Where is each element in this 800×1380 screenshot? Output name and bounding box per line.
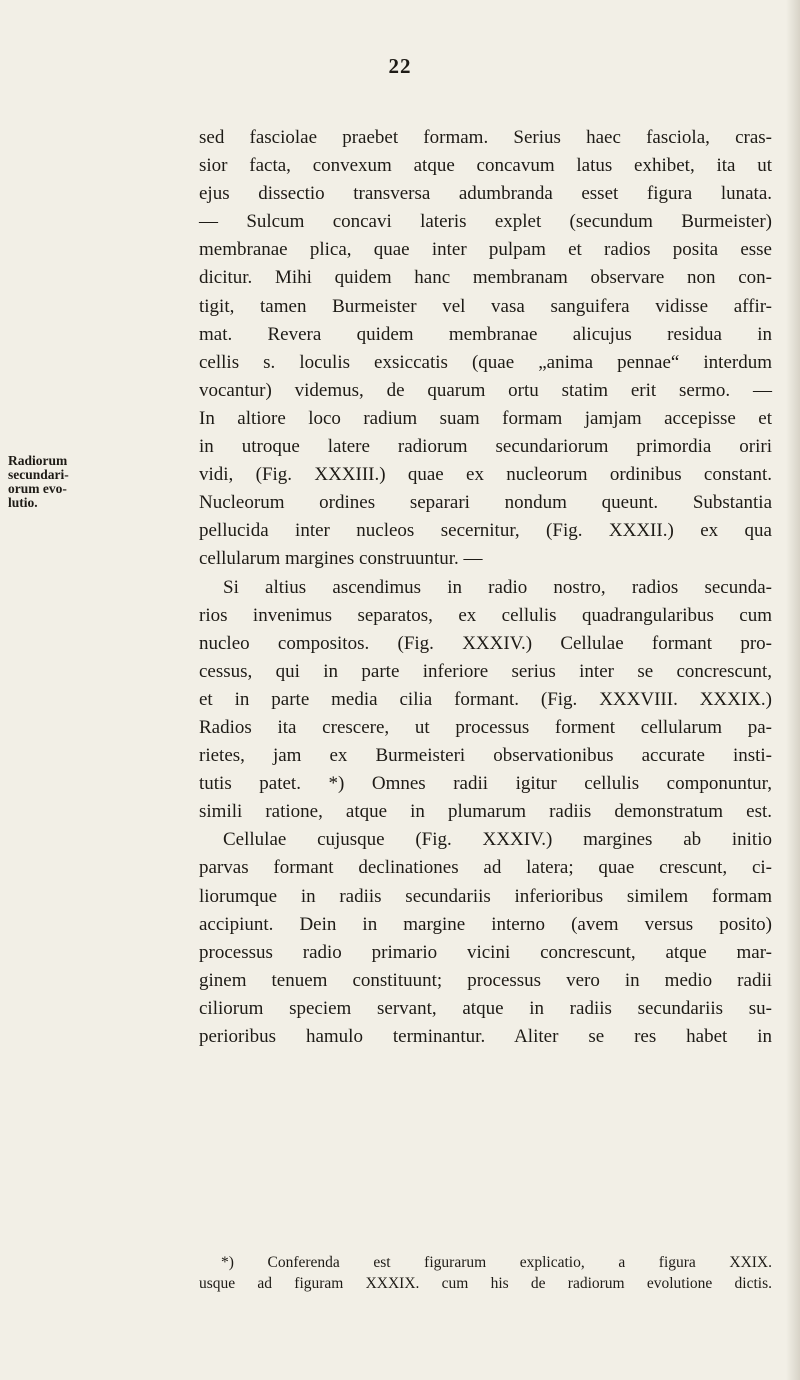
- footnote: [199, 1252, 772, 1294]
- body-line: ejus dissectio transversa adumbranda esset figura lunata.: [199, 183, 772, 205]
- body-line: ciliorum speciem servant, atque in radiis secundariis su-: [199, 997, 772, 1019]
- body-text: [199, 124, 772, 1051]
- body-line: dicitur. Mihi quidem hanc membranam observare non con-: [199, 267, 772, 289]
- body-line: parvas formant declinationes ad latera; quae crescunt, ci-: [199, 857, 772, 879]
- body-line: tutis patet. *) Omnes radii igitur cellulis componuntur,: [199, 773, 772, 795]
- body-line: mat. Revera quidem membranae alicujus residua in: [199, 323, 772, 345]
- body-line: vidi, (Fig. XXXIII.) quae ex nucleorum ordinibus constant.: [199, 464, 772, 486]
- body-line: perioribus hamulo terminantur. Aliter se res habet in: [199, 1026, 772, 1047]
- body-line: in utroque latere radiorum secundariorum primordia oriri: [199, 436, 772, 458]
- body-line: liorumque in radiis secundariis inferioribus similem formam: [199, 885, 772, 907]
- margin-note: [8, 454, 98, 510]
- body-line: et in parte media cilia formant. (Fig. XXXVIII. XXXIX.): [199, 688, 772, 710]
- margin-note-line: secundari-: [8, 467, 69, 482]
- body-line: sed fasciolae praebet formam. Serius haec fasciola, cras-: [199, 127, 772, 148]
- footnote-line: *) Conferenda est figurarum explicatio, a figura XXIX.: [221, 1254, 772, 1271]
- page-number: 22: [388, 54, 412, 78]
- body-line: tigit, tamen Burmeister vel vasa sanguifera vidisse affir-: [199, 295, 772, 317]
- body-line: rios invenimus separatos, ex cellulis quadrangularibus cum: [199, 604, 772, 626]
- body-line: nucleo compositos. (Fig. XXXIV.) Cellulae formant pro-: [199, 632, 772, 654]
- body-line: processus radio primario vicini concrescunt, atque mar-: [199, 941, 772, 963]
- body-line: cellis s. loculis exsiccatis (quae „anima pennae“ interdum: [199, 351, 772, 373]
- body-line: ginem tenuem constituunt; processus vero in medio radii: [199, 969, 772, 991]
- body-line: rietes, jam ex Burmeisteri observationibus accurate insti-: [199, 745, 772, 767]
- body-line: Si altius ascendimus in radio nostro, radios secunda-: [223, 576, 772, 598]
- body-line: — Sulcum concavi lateris explet (secundum Burmeister): [199, 211, 772, 233]
- body-line: accipiunt. Dein in margine interno (avem versus posito): [199, 913, 772, 935]
- body-line: membranae plica, quae inter pulpam et radios posita esse: [199, 239, 772, 261]
- body-line: simili ratione, atque in plumarum radiis demonstratum est.: [199, 801, 772, 823]
- page-edge-shadow: [786, 0, 800, 1380]
- margin-note-line: lutio.: [8, 495, 38, 510]
- body-line: pellucida inter nucleos secernitur, (Fig. XXXII.) ex qua: [199, 520, 772, 542]
- body-line: sior facta, convexum atque concavum latus exhibet, ita ut: [199, 155, 772, 177]
- body-line: cellularum margines construuntur. —: [199, 548, 483, 570]
- margin-note-line: Radiorum: [8, 453, 68, 468]
- body-line: In altiore loco radium suam formam jamjam accepisse et: [199, 407, 772, 429]
- body-line: Nucleorum ordines separari nondum queunt. Substantia: [199, 492, 772, 514]
- body-line: vocantur) videmus, de quarum ortu statim erit sermo. —: [199, 379, 772, 401]
- body-line: Radios ita crescere, ut processus forment cellularum pa-: [199, 716, 772, 738]
- body-line: cessus, qui in parte inferiore serius inter se concrescunt,: [199, 660, 772, 682]
- body-line: Cellulae cujusque (Fig. XXXIV.) margines ab initio: [223, 829, 772, 851]
- margin-note-line: orum evo-: [8, 481, 67, 496]
- footnote-line: usque ad figuram XXXIX. cum his de radiorum evolutione dictis.: [199, 1275, 772, 1292]
